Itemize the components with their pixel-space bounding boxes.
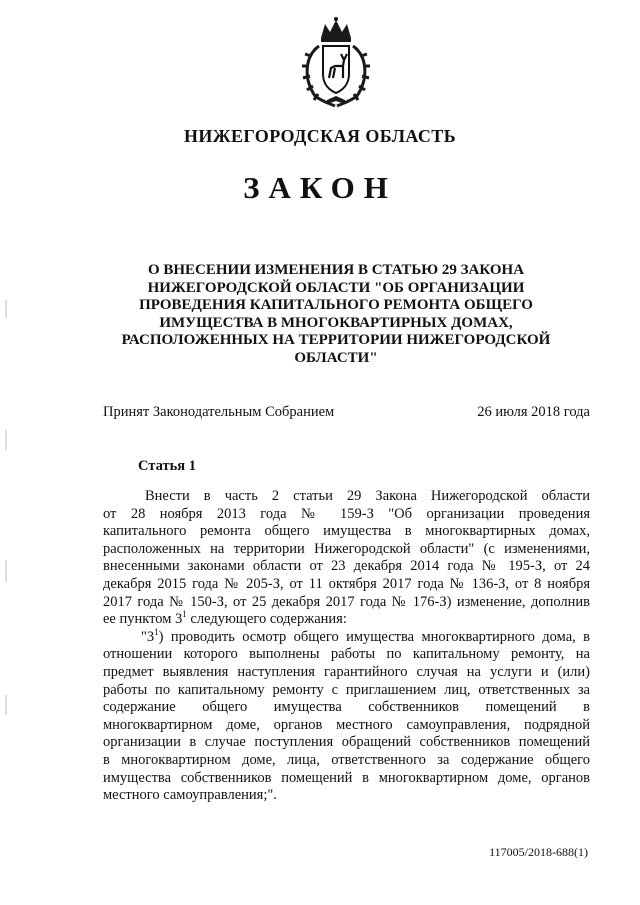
adoption-info: [103, 404, 590, 421]
paragraph-line: ее пунктом $3^1$ следующего содержания:: [103, 609, 347, 628]
quote-line: содержание общего имущества собственников помещений в: [103, 699, 590, 716]
paragraph-line: расположенных на территории Нижегородской области" (с изменениями,: [103, 540, 590, 557]
paragraph-line: Внести в часть 2 статьи 29 Закона Нижегородской области: [145, 488, 590, 504]
document-type: ЗАКОН: [243, 170, 397, 205]
quote-line: многоквартирном доме, органов местного самоуправления, подрядной: [103, 716, 590, 733]
quote-line: в многоквартирном доме, лица, ответственного за содержание общего: [103, 751, 590, 768]
quote-line: отношении которого выполнены работы по капитальному ремонту, на: [103, 646, 590, 663]
quote-line: организации в случае поступления обращений собственников помещений: [103, 734, 590, 751]
law-title: [120, 262, 552, 368]
quote-line: работы по капитальному ремонту с приглашением лиц, ответственных за: [103, 681, 590, 698]
title-line: ИМУЩЕСТВА В МНОГОКВАРТИРНЫХ ДОМАХ,: [159, 314, 513, 331]
quote-line: "$3^1$) проводить осмотр общего имущества многоквартирного дома, в: [141, 626, 590, 645]
title-line: О ВНЕСЕНИИ ИЗМЕНЕНИЯ В СТАТЬЮ 29 ЗАКОНА: [147, 262, 525, 278]
title-line: ОБЛАСТИ": [294, 349, 378, 366]
title-line: НИЖЕГОРОДСКОЙ ОБЛАСТИ "ОБ ОРГАНИЗАЦИИ: [147, 279, 525, 296]
title-line: РАСПОЛОЖЕННЫХ НА ТЕРРИТОРИИ НИЖЕГОРОДСКОЙ: [121, 332, 551, 349]
article-heading: Статья 1: [138, 458, 196, 474]
paragraph-line: 2017 года № 150-З, от 25 декабря 2017 года № 176-З) изменение, дополнив: [103, 593, 590, 610]
title-line: ПРОВЕДЕНИЯ КАПИТАЛЬНОГО РЕМОНТА ОБЩЕГО: [139, 297, 533, 314]
region-name: НИЖЕГОРОДСКАЯ ОБЛАСТЬ: [183, 126, 456, 146]
registration-number: 117005/2018-688(1): [489, 845, 588, 859]
paragraph-line: капитального ремонта общего имущества в многоквартирных домах,: [103, 523, 590, 540]
quote-line: имущества собственников помещений в многоквартирном доме, органов: [103, 769, 590, 786]
paragraph-line: внесенными законами области от 23 декабря 2014 года № 195-З, от 24: [103, 558, 590, 575]
adoption-date: 26 июля 2018 года: [477, 404, 590, 420]
coat-of-arms-emblem: [299, 16, 373, 108]
paragraph-line: декабря 2015 года № 205-З, от 11 октября 2017 года № 136-З, от 8 ноября: [103, 575, 590, 592]
adopted-by: Принят Законодательным Собранием: [103, 404, 335, 420]
paragraph-line: от 28 ноября 2013 года № 159-З "Об организации проведения: [103, 505, 590, 522]
quote-line: местного самоуправления;".: [103, 787, 277, 804]
article-body: [103, 488, 590, 805]
scan-edge-marks: [5, 300, 7, 720]
quote-line: предмет выявления наступления гарантийного случая на услуги и (или): [103, 663, 590, 680]
